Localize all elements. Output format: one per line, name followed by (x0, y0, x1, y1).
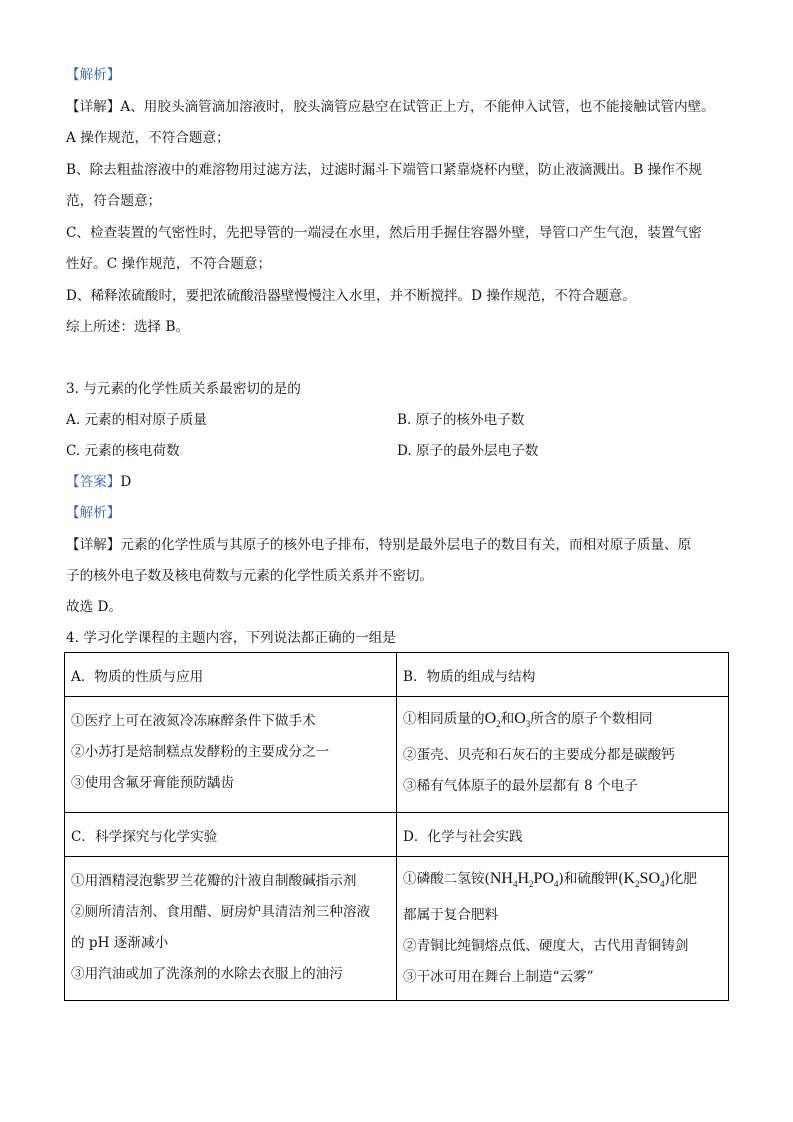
detail-line: 性好。C 操作规范，不符合题意； (66, 256, 272, 272)
item: ③稀有气体原子的最外层都有 8 个电子 (403, 778, 638, 795)
item (403, 870, 722, 893)
item: ①医疗上可在液氮冷冻麻醉条件下做手术 (71, 713, 316, 729)
formula-k2so4: $K_2SO_4$ (623, 870, 665, 890)
item-text: 所含的原子个数相同 (530, 711, 653, 727)
item: ③使用含氟牙膏能预防龋齿 (71, 775, 235, 791)
formula-nh4h2po4: $NH_4H_2PO_4$ (489, 870, 559, 890)
cell-d-items (397, 857, 729, 1001)
detail-line: 故选 D。 (66, 599, 123, 615)
detail-line: 子的核外电子数及核电荷数与元素的化学性质关系并不密切。 (66, 568, 434, 584)
item: 都属于复合肥料 (403, 907, 499, 924)
item: ③干冰可用在舞台上制造“云雾” (403, 969, 594, 986)
cell-a-items (65, 697, 397, 813)
cell-c-title: C．科学探究与化学实验 (65, 813, 397, 857)
answer-line (66, 473, 131, 491)
cell-b-title: B．物质的组成与结构 (397, 653, 729, 697)
analysis-label: 【解析】 (66, 67, 121, 83)
answer-value: D (120, 474, 132, 490)
item-text: ①相同质量的 (403, 711, 485, 727)
item (403, 710, 722, 733)
detail-line: B、除去粗盐溶液中的难溶物用过滤方法，过滤时漏斗下端管口紧靠烧杯内壁，防止液滴溅出。B 操作不规 (66, 162, 703, 178)
option-c: C. 元素的核电荷数 (66, 443, 180, 459)
item: 的 pH 逐渐减小 (71, 935, 169, 951)
item: ②厕所清洁剂、食用醋、厨房炉具清洁剂三种溶液 (71, 904, 371, 920)
item: ②青铜比纯铜熔点低、硬度大，古代用青铜铸剑 (403, 938, 689, 955)
item: ③用汽油或加了洗涤剂的水除去衣服上的油污 (71, 966, 343, 982)
answer-label: 【答案】 (66, 474, 121, 490)
item-text: 和 (500, 711, 515, 727)
cell-b-items (397, 697, 729, 813)
detail-line: A 操作规范，不符合题意； (66, 130, 230, 146)
detail-line: 综上所述：选择 B。 (66, 319, 190, 335)
question-3-stem: 3. 与元素的化学性质关系最密切的是的 (66, 381, 301, 397)
formula-o2: $O_2$ (484, 710, 501, 730)
item-text: )化肥 (664, 871, 697, 887)
options-table (64, 652, 729, 1001)
option-b: B. 原子的核外电子数 (397, 412, 525, 428)
question-4-stem: 4. 学习化学课程的主题内容，下列说法都正确的一组是 (66, 630, 396, 646)
detail-line: 【详解】元素的化学性质与其原子的核外电子排布，特别是最外层电子的数目有关，而相对原子质量、原 (66, 537, 692, 553)
option-d: D. 原子的最外层电子数 (397, 443, 539, 459)
detail-line: 范，符合题意； (66, 193, 162, 209)
detail-line: 【详解】A、用胶头滴管滴加溶液时，胶头滴管应悬空在试管正上方，不能伸入试管，也不能接触试管内壁。 (66, 99, 715, 115)
item: ②小苏打是焙制糕点发酵粉的主要成分之一 (71, 744, 330, 760)
formula-o3: $O_3$ (514, 710, 531, 730)
item: ①用酒精浸泡紫罗兰花瓣的汁液自制酸碱指示剂 (71, 873, 357, 889)
cell-a-title: A．物质的性质与应用 (65, 653, 397, 697)
detail-line: D、稀释浓硫酸时，要把浓硫酸沿器壁慢慢注入水里，并不断搅拌。D 操作规范，不符合题意。 (66, 288, 636, 304)
cell-d-title: D．化学与社会实践 (397, 813, 729, 857)
item-text: ①磷酸二氢铵( (403, 871, 490, 887)
option-a: A. 元素的相对原子质量 (66, 412, 207, 428)
item-text: )和硫酸钾( (558, 871, 624, 887)
item: ②蛋壳、贝壳和石灰石的主要成分都是碳酸钙 (403, 747, 675, 764)
analysis-label: 【解析】 (66, 505, 121, 521)
detail-line: C、检查装置的气密性时，先把导管的一端浸在水里，然后用手握住容器外壁，导管口产生气泡，装置气密 (66, 225, 702, 241)
cell-c-items (65, 857, 397, 1001)
